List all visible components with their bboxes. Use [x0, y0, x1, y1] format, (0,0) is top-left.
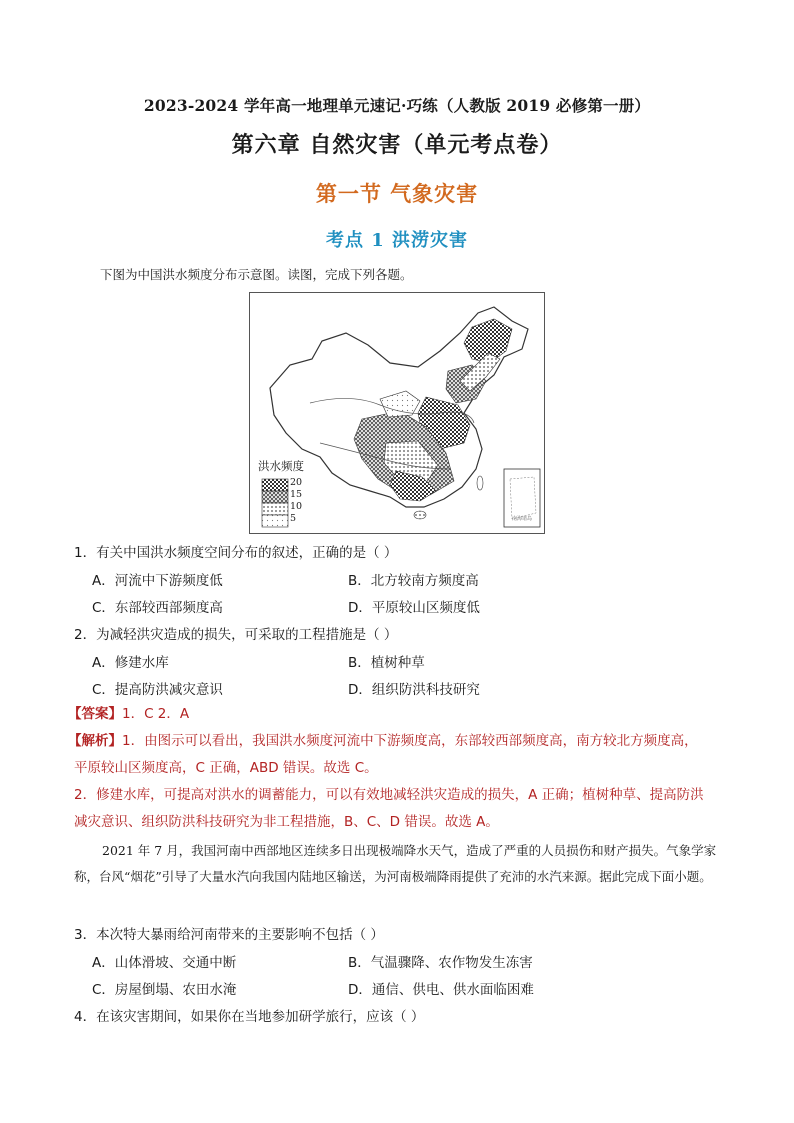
map-legend-title: 洪水频度	[258, 459, 304, 473]
answer-line	[68, 701, 728, 727]
question-3-option-a: A．山体滑坡、交通中断	[92, 955, 237, 971]
question-1-option-c: C．东部较西部频度高	[92, 600, 223, 616]
question-2-option-d: D．组织防洪科技研究	[348, 682, 480, 698]
question-1-stem: 1．有关中国洪水频度空间分布的叙述，正确的是（ ）	[74, 545, 398, 561]
chapter-title: 第六章 自然灾害（单元考点卷）	[231, 132, 563, 158]
question-3-option-d: D．通信、供电、供水面临困难	[348, 982, 534, 998]
china-flood-frequency-map	[249, 292, 545, 534]
figure-intro: 下图为中国洪水频度分布示意图。读图，完成下列各题。	[100, 267, 413, 282]
question-2-stem: 2．为减轻洪灾造成的损失，可采取的工程措施是（ ）	[74, 627, 398, 643]
analysis-text-1: 1．由图示可以看出，我国洪水频度河流中下游频度高，东部较西部频度高，南方较北方频度高，	[122, 733, 698, 749]
topic-title: 考点 1 洪涝灾害	[325, 230, 469, 251]
legend-value-20: 20	[290, 477, 303, 488]
question-4-stem: 4．在该灾害期间，如果你在当地参加研学旅行，应该（ ）	[74, 1009, 425, 1025]
answer-label: 【答案】	[68, 706, 122, 722]
answer-text: 1．C 2．A	[122, 706, 190, 722]
legend-value-5: 5	[290, 513, 297, 524]
question-3-option-b: B．气温骤降、农作物发生冻害	[348, 955, 533, 971]
analysis-text-4: 减灾意识、组织防洪科技研究为非工程措施，B、C、D 错误。故选 A。	[74, 814, 499, 830]
question-2-option-a: A．修建水库	[92, 655, 169, 671]
question-1-option-d: D．平原较山区频度低	[348, 600, 480, 616]
material-passage: 2021 年 7 月，我国河南中西部地区连续多日出现极端降水天气，造成了严重的人员损伤和财产损失。气象学家称，台风“烟花”引导了大量水汽向我国内陆地区输送，为河南极端降雨提供了充沛的水汽来源。据此完成下面小题。	[74, 843, 717, 884]
question-2-option-c: C．提高防洪减灾意识	[92, 682, 223, 698]
legend-value-15: 15	[290, 489, 303, 500]
analysis-text-2: 平原较山区频度高，C 正确，ABD 错误。故选 C。	[74, 760, 378, 776]
section-title: 第一节 气象灾害	[315, 181, 479, 206]
question-1-option-a: A．河流中下游频度低	[92, 573, 223, 589]
analysis-line-1	[68, 728, 728, 754]
header-course-title: 2023-2024 学年高一地理单元速记·巧练（人教版 2019 必修第一册）	[143, 96, 651, 115]
map-inset-label: 南海诸岛	[512, 516, 533, 522]
analysis-text-3: 2．修建水库，可提高对洪水的调蓄能力，可以有效地减轻洪灾造成的损失，A 正确；植树种草、提高防洪	[74, 787, 704, 803]
question-2-option-b: B．植树种草	[348, 655, 425, 671]
legend-value-10: 10	[290, 501, 303, 512]
question-1-option-b: B．北方较南方频度高	[348, 573, 479, 589]
analysis-label: 【解析】	[68, 733, 122, 749]
question-3-stem: 3．本次特大暴雨给河南带来的主要影响不包括（ ）	[74, 927, 384, 943]
question-3-option-c: C．房屋倒塌、农田水淹	[92, 982, 237, 998]
